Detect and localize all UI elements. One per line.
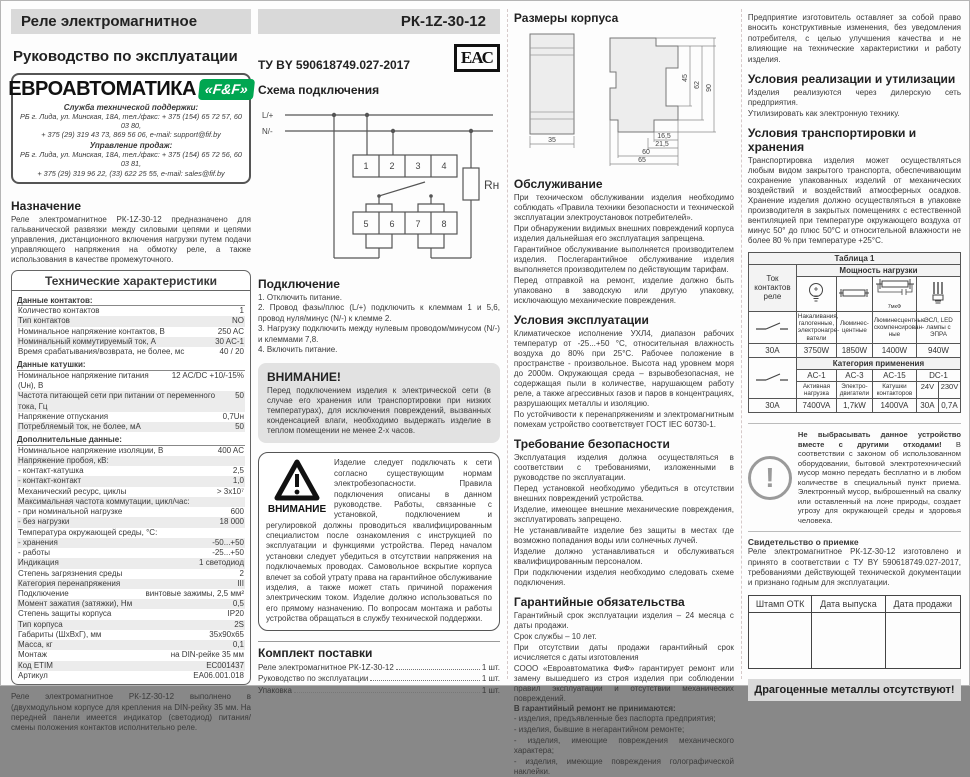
- safety-paragraph: Изделие, имеющее внешние механические повреждения, эксплуатировать запрещено.: [513, 505, 734, 524]
- contact-current: 30A: [748, 343, 796, 357]
- connection-steps: [258, 293, 500, 355]
- incandescent-lamp-icon: [796, 276, 836, 311]
- service-paragraph: Гарантийное обслуживание выполняется производителем изделия. Послегарантийное обслуживание изделия выполняется производителем по действующим тарифам.: [513, 245, 734, 274]
- spec-section-extra: Дополнительные данные:: [17, 435, 245, 446]
- kit-items: [258, 662, 500, 697]
- support-address: РБ г. Лида, ул. Минская, 18А, тел./факс: + 375 (154) 65 72 57, 60 03 80,: [20, 112, 242, 131]
- spec-row: Количество контактов 1: [18, 306, 244, 316]
- column-info: [507, 9, 734, 776]
- sale-line: Утилизировать как электронную технику.: [747, 108, 900, 118]
- spec-row: Габариты (ШхВхГ), мм 35x90x65: [18, 629, 244, 639]
- label-load-rh: Rн: [483, 178, 500, 192]
- no-precious-metals-banner: Драгоценные металлы отсутствуют!: [748, 679, 961, 701]
- spec-row: Тип корпуса 2S: [18, 619, 244, 629]
- model-title: РК-1Z-30-12: [258, 9, 500, 34]
- table1-left-header: Ток контактов реле: [748, 264, 796, 311]
- category-value-4: 30A: [916, 399, 938, 413]
- support-title: Служба технической поддержки:: [63, 103, 199, 112]
- category-type-3: Катушки контакторов: [872, 381, 916, 398]
- load-value-3: 1400W: [872, 343, 916, 357]
- spec-row: Тип контактов NO: [18, 316, 244, 326]
- stamp-table: [748, 595, 961, 669]
- svg-text:8: 8: [441, 219, 447, 229]
- spec-row: Номинальный коммутируемый ток, А 30 AC-1: [18, 336, 244, 346]
- category-value-1: 7400VA: [796, 399, 836, 413]
- wiring-diagram: [259, 100, 499, 270]
- schema-heading: Схема подключения: [258, 83, 380, 97]
- spec-row: - контакт-контакт 1,0: [18, 476, 244, 486]
- attention-safety-text: Изделие следует подключать к сети согласно существующим нормам электробезопасности. Правила подключения описаны в данном руководстве. Работы, связанные с установкой, подключением и регулировкой должны проводиться квалифицированным специалистом после ознакомления с инструкцией по эксплуатации и функциями устройства. Перед началом установки следует убедиться в отсутствии напряжения на подключаемых проводах. Самовольное вскрытие корпуса влечет за собой утрату права на гарантийное обслуживание изделия, а также может стать причиной поражения электрическим током. Изделие должно использоваться по его прямому назначению. По вопросам монтажа и работы устройства обращаться в службу технической поддержки.: [266, 458, 492, 624]
- service-paragraph: При обнаружении видимых внешних повреждений корпуса изделия дальнейшая его эксплуатация запрещена.: [513, 224, 734, 243]
- dim-62: 62: [693, 81, 701, 89]
- tu-number: ТУ BY 590618749.027-2017: [258, 58, 411, 72]
- warning-triangle-icon: [274, 459, 320, 501]
- sale-lines: [748, 88, 961, 119]
- fluorescent-tube-icon: [836, 276, 872, 311]
- stamp-cell-sale-date: [885, 612, 960, 668]
- dim-65: 65: [638, 157, 646, 164]
- service-paragraph: При техническом обслуживании изделия необходимо соблюдать «Правила техники безопасности и технической эксплуатации электроустановок потребителей».: [513, 193, 734, 222]
- spec-row: Температура окружающей среды, °С:: [18, 527, 158, 537]
- kit-heading: Комплект поставки: [258, 645, 373, 660]
- operating-paragraph: Климатическое исполнение УХЛ4, диапазон рабочих температур от -25...+50 °С, относительная влажность воздуха до 80% при 25°С. Рабочее положение в пространстве - произвольное. Высота над уровнем моря до 2000м. Окружающая среда – взрывобезопасная, не содержащая пыли в количестве, нарушающем работу реле, а также агрессивных газов и паров в концентрациях, разрушающих металлы и изоляцию.: [513, 329, 734, 408]
- sales-phone: + 375 (29) 319 96 22, (33) 622 25 55, e-mail: sales@fif.by: [37, 168, 225, 178]
- warranty-not-accepted-list: [514, 714, 734, 777]
- column-left: [8, 9, 251, 733]
- purpose-heading: Назначение: [11, 198, 82, 213]
- column-right: [741, 9, 961, 696]
- spec-row: Номинальное напряжение изоляции, В 400 AC: [18, 445, 244, 455]
- category-value-2: 1,7kW: [836, 399, 872, 413]
- spec-rows-extra: [17, 446, 245, 681]
- warranty-not-accepted-item: - изделия, имеющие повреждения голографической наклейки.: [513, 757, 734, 776]
- acceptance-text: Реле электромагнитное РК-1Z-30-12 изготовлено и принято в соответствии с ТУ BY 590618749.027-2017, требованиями действующей технической документации и признано годным для эксплуатации.: [747, 547, 961, 588]
- category-value-5: 0,7A: [938, 399, 960, 413]
- spec-row: Момент зажатия (затяжки), Нм 0,5: [18, 599, 244, 609]
- svg-text:7: 7: [415, 219, 421, 229]
- table1-load-header: Мощность нагрузки: [796, 264, 960, 276]
- dc-voltage-24: 24V: [916, 381, 938, 398]
- safety-paragraph: Не устанавливайте изделие без защиты в местах где возможно попадания воды или солнечных лучей.: [513, 526, 734, 545]
- safety-heading: Требование безопасности: [513, 437, 670, 451]
- connection-step: 3. Нагрузку подключить между нулевым проводом/минусом (N/-) и клеммами 7,8.: [258, 324, 500, 344]
- spec-section-contacts: Данные контактов:: [17, 296, 245, 307]
- dim-60: 60: [642, 149, 650, 156]
- spec-row: Код ETIM EC001437: [18, 660, 244, 670]
- connection-heading: Подключение: [258, 277, 340, 291]
- spec-row: - при номинальной нагрузке 600: [18, 507, 244, 517]
- dim-35: 35: [548, 137, 556, 144]
- spec-row: Номинальное напряжение контактов, В 250 AC: [18, 326, 244, 336]
- svg-text:2: 2: [389, 161, 395, 171]
- svg-text:1: 1: [363, 161, 369, 171]
- category-dc1: DC-1: [916, 369, 960, 381]
- label-line-n: N/-: [261, 127, 273, 136]
- warranty-not-accepted-item: - изделия, предъявленные без паспорта предприятия;: [513, 714, 716, 723]
- warning-triangle-block: [266, 459, 328, 515]
- acceptance-heading: Свидетельство о приемке: [747, 537, 859, 548]
- kit-item: Руководство по эксплуатации 1 шт.: [258, 674, 500, 684]
- spec-row: Подключение винтовые зажимы, 2,5 мм²: [18, 589, 244, 599]
- category-type-1: Активная нагрузка: [796, 381, 836, 398]
- connection-step: 2. Провод фазы/плюс (L/+) подключить к клеммам 1 и 5,6, провод нуля/минус (N/-) к клемме 2.: [258, 303, 500, 323]
- warranty-not-accepted-item: - изделия, имеющие повреждения механического характера;: [513, 736, 734, 755]
- spec-row: Номинальное напряжение питания (Uн), В 12 AC/DC +10/-15%: [18, 370, 244, 391]
- svg-text:5: 5: [363, 219, 369, 229]
- sales-address: РБ г. Лида, ул. Минская, 18А, тел./факс: + 375 (154) 65 72 56, 60 03 81,: [20, 150, 242, 169]
- spec-row: - контакт-катушка 2,5: [18, 466, 244, 476]
- sale-heading: Условия реализации и утилизации: [747, 71, 956, 86]
- spec-row: Время срабатывания/возврата, не более, мс 40 / 20: [18, 347, 244, 357]
- spec-row: Степень загрязнения среды 2: [18, 568, 244, 578]
- load-type-1: Накаливания, галогенные, электронагре- ватели: [797, 312, 840, 342]
- kit-section: [258, 641, 500, 697]
- category-value-3: 1400VA: [872, 399, 916, 413]
- spec-row: - хранения -50...+50: [18, 537, 244, 547]
- compensated-tube-icon: [872, 276, 916, 311]
- safety-paragraph: Перед установкой необходимо убедиться в отсутствии внешних повреждений устройства.: [513, 484, 734, 503]
- category-ac1: AC-1: [796, 369, 836, 381]
- operating-paragraph: По устойчивости к перенапряжениям и электромагнитным помехам устройство соответствует ГОСТ IEC 60730-1.: [513, 410, 734, 429]
- load-value-1: 3750W: [796, 343, 836, 357]
- load-table: [748, 252, 961, 413]
- eac-mark: ЕАС: [454, 44, 500, 72]
- cfl-lamp-icon: [916, 276, 960, 311]
- category-type-2: Электро- двигатели: [836, 381, 872, 398]
- spec-row: - работы -25...+50: [18, 548, 244, 558]
- stamp-header-sale-date: Дата продажи: [885, 595, 960, 612]
- ff-logo: «F&F»: [198, 79, 255, 100]
- svg-text:4: 4: [441, 161, 447, 171]
- safety-paragraph: При подключении изделия необходимо следовать схеме подключения.: [513, 568, 734, 587]
- dimensions-drawing: [514, 28, 734, 170]
- load-type-2: Люминес- центные: [836, 311, 872, 343]
- operating-heading: Условия эксплуатации: [513, 313, 649, 327]
- dim-90: 90: [705, 84, 713, 92]
- sales-title: Управление продаж:: [89, 141, 173, 151]
- connection-step: 4. Включить питание.: [258, 344, 338, 354]
- stamp-cell-release-date: [812, 612, 885, 668]
- spec-row: Потребляемый ток, не более, мА 50: [18, 422, 244, 431]
- svg-text:3: 3: [415, 161, 421, 171]
- transport-heading: Условия транспортировки и хранения: [747, 125, 917, 154]
- category-header: Категория применения: [796, 357, 960, 369]
- dotted-leader: [370, 675, 479, 681]
- exclamation-circle-icon: !: [748, 456, 792, 500]
- spec-section-coil: Данные катушки:: [17, 360, 245, 371]
- disposal-notice: [748, 423, 961, 532]
- operating-paragraphs: [514, 329, 734, 430]
- disposal-text: В соответствии с законом об использованном оборудовании, бытовой электротехнический мусор можно передать бесплатно и в любом количестве в специальный пункт приема. Электронный мусор, выброшенный на свалку или оставленный на лоне природы, создает угрозу для окружающей среды и здоровья человека.: [797, 439, 961, 525]
- safety-paragraph: Эксплуатация изделия должна осуществляться в соответствии с требованиями, изложенными в руководстве по эксплуатации.: [513, 453, 734, 482]
- spec-row: Монтаж на DIN-рейке 35 мм: [18, 650, 244, 660]
- manufacturer-note: Предприятие изготовитель оставляет за собой право вносить конструктивные изменения, без уведомления потребителя, с целью улучшения качества и не влияющие на технические характеристики и работу изделия.: [747, 13, 961, 64]
- dotted-leader: [396, 663, 480, 669]
- kit-item: Упаковка 1 шт.: [258, 685, 500, 695]
- load-value-2: 1850W: [836, 343, 872, 357]
- spec-rows-coil: [17, 371, 245, 432]
- spec-row: Максимальная частота коммутации, цикл/час:: [17, 497, 245, 507]
- load-value-4: 940W: [916, 343, 960, 357]
- company-logo-box: [8, 73, 251, 184]
- spec-table-title: Технические характеристики: [12, 271, 250, 291]
- load-type-4: ЭСЛ, LED лампы с ЭПРА: [916, 311, 960, 343]
- capacitor-label: 7мкФ: [887, 303, 902, 310]
- spec-row: Индикация 1 светодиод: [18, 558, 244, 568]
- spec-row: - без нагрузки 18 000: [18, 517, 244, 527]
- table1-title: Таблица 1: [748, 252, 960, 264]
- spec-row: Степень защиты корпуса IP20: [18, 609, 244, 619]
- attention-box-storage: [258, 363, 500, 443]
- dimensions-heading: Размеры корпуса: [513, 11, 619, 25]
- manual-title: Руководство по эксплуатации: [13, 48, 238, 65]
- warranty-not-accepted-item: - изделия, бывшие в негарантийном ремонте;: [513, 725, 685, 734]
- brand-name: ЕВРОАВТОМАТИКА: [8, 78, 196, 100]
- stamp-header-otk: Штамп ОТК: [748, 595, 811, 612]
- sale-line: Изделия реализуются через дилерскую сеть предприятия.: [747, 87, 961, 107]
- label-line-l: L/+: [261, 111, 274, 120]
- warranty-paragraph: При отсутствии даты продажи гарантийный срок исчисляется с даты изготовления: [513, 643, 734, 662]
- attention-box-safety: [258, 452, 500, 630]
- module-note: Реле электромагнитное РК-1Z-30-12 выполнено в (двухмодульном корпусе для крепления на DIN-рейку 35 мм. На передней панели имеется индикатор (светодиод) питания/смены положения контактов исполнительно реле.: [11, 692, 251, 733]
- dim-16-5: 16,5: [657, 133, 671, 140]
- disposal-bold: Не выбрасывать данное устройство вместе с другими отходами!: [797, 430, 961, 449]
- spec-row: Механический ресурс, циклы > 3x10⁷: [18, 486, 244, 496]
- service-paragraph: Перед отправкой на ремонт, изделие должно быть упаковано в заводскую или другую упаковку, исключающую механические повреждения.: [513, 276, 734, 305]
- relay-contact-icon-2: [748, 357, 796, 398]
- column-schema: [258, 9, 500, 695]
- dotted-leader: [294, 686, 480, 692]
- stamp-cell-otk: [748, 612, 811, 668]
- spec-table: [11, 270, 251, 685]
- support-phone: + 375 (29) 319 43 73, 869 56 06, e-mail: support@fif.by: [41, 130, 221, 140]
- service-heading: Обслуживание: [513, 177, 603, 191]
- warranty-heading: Гарантийные обязательства: [513, 595, 685, 609]
- dim-21-5: 21,5: [655, 141, 669, 148]
- page-title: Реле электромагнитное: [11, 9, 251, 34]
- spec-row: Артикул EA06.001.018: [18, 670, 244, 680]
- warranty-paragraph: Гарантийный срок эксплуатации изделия – 24 месяца с даты продажи.: [513, 611, 734, 630]
- spec-row: Напряжение пробоя, кВ:: [17, 456, 245, 466]
- contact-current-2: 30A: [748, 399, 796, 413]
- warranty-not-accepted-title: В гарантийный ремонт не принимаются:: [513, 704, 676, 713]
- svg-text:6: 6: [389, 219, 395, 229]
- dc-voltage-230: 230V: [938, 381, 960, 398]
- category-ac15: AC-15: [872, 369, 916, 381]
- attention-text: Перед подключением изделия к электрической сети (в случае его хранения или транспортировки при низких температурах), для исключения повреждений, вызванных конденсацией влаги, необходимо выдержать изделие в теплом помещении не менее 2-х часов.: [267, 386, 491, 436]
- attention-title: ВНИМАНИЕ!: [267, 370, 341, 385]
- service-paragraphs: [514, 193, 734, 306]
- connection-step: 1. Отключить питание.: [258, 293, 342, 302]
- spec-row: Напряжение отпускания 0,7Uн: [18, 411, 244, 421]
- warranty-paragraphs: [514, 611, 734, 704]
- warranty-paragraph: СООО «Евроавтоматика ФиФ» гарантирует ремонт или замену вышедшего из строя изделия при соблюдении правил эксплуатации и отсутствии механических повреждений.: [513, 664, 734, 703]
- spec-row: Частота питающей сети при питании от переменного тока, Гц 50: [18, 391, 244, 411]
- spec-row: Категория перенапряжения III: [18, 578, 244, 588]
- spec-row: Масса, кг 0,1: [18, 640, 244, 650]
- safety-paragraph: Изделие должно устанавливаться и обслуживаться квалифицированным персоналом.: [513, 547, 734, 566]
- stamp-header-release-date: Дата выпуска: [812, 595, 885, 612]
- purpose-text: Реле электромагнитное РК-1Z-30-12 предназначено для гальванической развязки между силовыми цепями и цепями управления, дистанционного включения нагрузки путем подачи управляющего напряжения на обмотку реле, а также использования в качестве промежуточного.: [11, 214, 251, 264]
- warning-triangle-label: ВНИМАНИЕ: [267, 503, 327, 515]
- category-ac3: AC-3: [836, 369, 872, 381]
- warranty-paragraph: Срок службы – 10 лет.: [513, 632, 597, 641]
- safety-paragraphs: [514, 453, 734, 588]
- load-type-3: Люминесцентные скомпенсирован- ные: [872, 311, 916, 343]
- kit-item: Реле электромагнитное РК-1Z-30-12 1 шт.: [258, 662, 500, 672]
- spec-rows-contacts: [17, 306, 245, 357]
- relay-contact-icon: [748, 311, 796, 343]
- dim-45: 45: [681, 74, 689, 82]
- transport-text: Транспортировка изделия может осуществляться любым видом закрытого транспорта, обеспечивающим сохранение упакованных изделий от механических воздействий и воздействий атмосферных осадков. Хранение изделия должно осуществляться в упаковке производителя в закрытых помещениях с естественной вентиляцией при температуре окружающего воздуха от минус 50° до плюс 50°С и относительной влажности не более 80 % при температуре +25°С.: [747, 155, 961, 245]
